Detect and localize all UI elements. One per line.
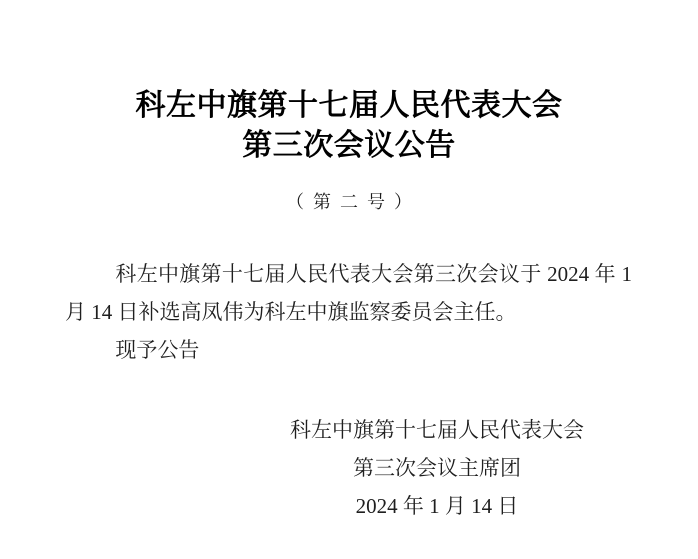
closing-statement: 现予公告 <box>115 338 200 362</box>
signature-org-line2: 第三次会议主席团 <box>353 456 521 480</box>
document-title-line2: 第三次会议公告 <box>242 129 456 162</box>
signature-block <box>281 411 593 525</box>
document-title-line1: 科左中旗第十七届人民代表大会 <box>135 89 563 122</box>
signature-date: 2024 年 1 月 14 日 <box>355 494 519 518</box>
signature-org-line1: 科左中旗第十七届人民代表大会 <box>290 418 584 442</box>
document-title <box>0 0 698 166</box>
document-body <box>65 255 632 369</box>
body-paragraph: 科左中旗第十七届人民代表大会第三次会议于 2024 年 1 月 14 日补选高凤伟为科左中旗监察委员会主任。 <box>65 262 632 324</box>
issue-number: （第二号） <box>286 192 421 212</box>
